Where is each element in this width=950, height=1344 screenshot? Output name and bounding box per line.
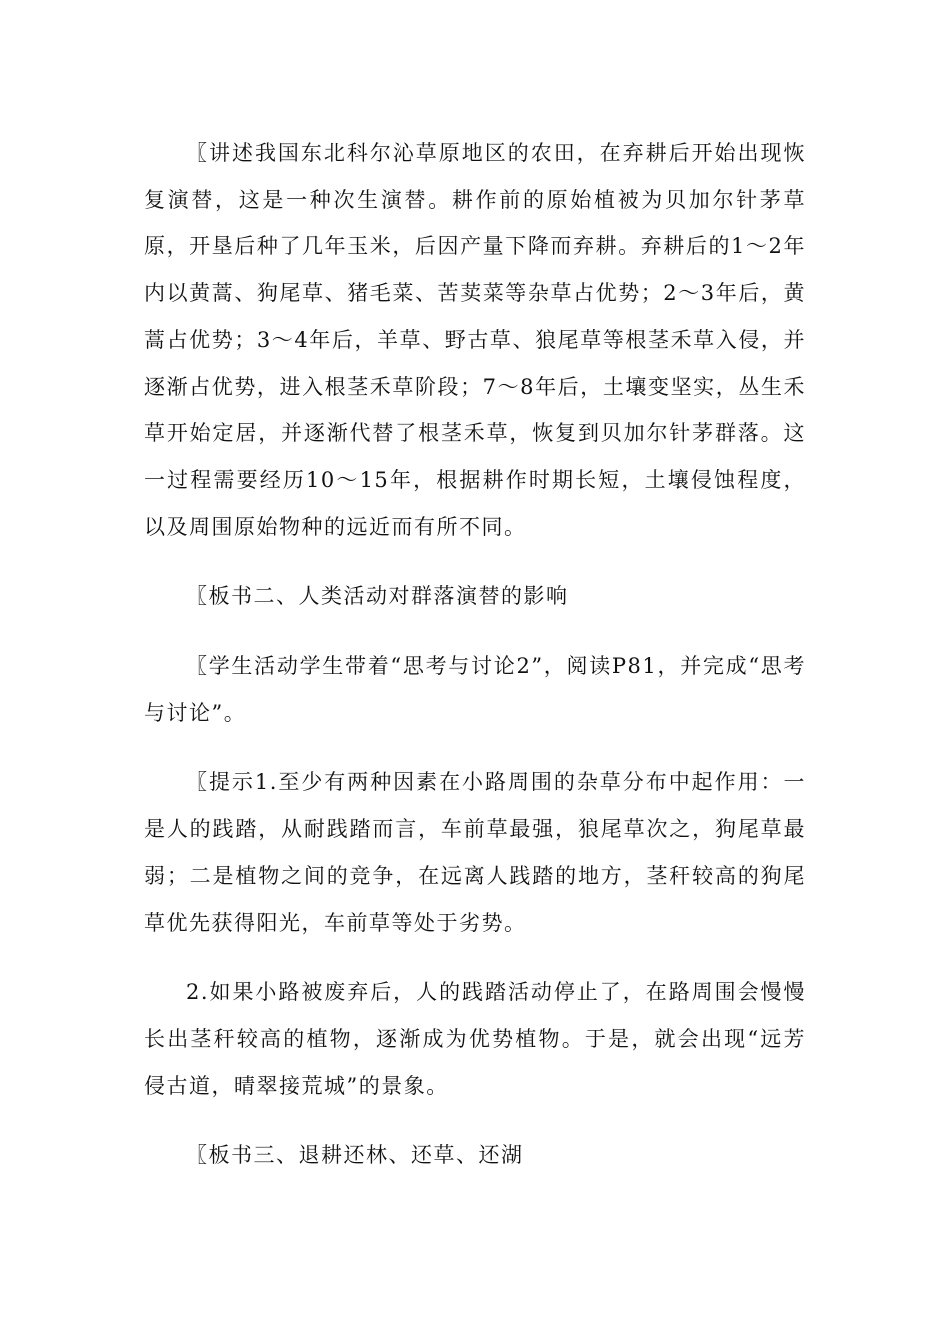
paragraph-student-activity: 〖学生活动学生带着“思考与讨论2”，阅读P81，并完成“思考与讨论”。 (144, 654, 806, 725)
paragraph-board-note-2: 〖板书二、人类活动对群落演替的影响 (186, 584, 569, 609)
paragraph-board-note-3: 〖板书三、退耕还林、还草、还湖 (186, 1143, 524, 1168)
paragraph-hint-2: 2.如果小路被废弃后，人的践踏活动停止了，在路周围会慢慢长出茎秆较高的植物，逐渐成为优势植物。于是，就会出现“远芳侵古道，晴翠接荒城”的景象。 (144, 980, 806, 1098)
document-body (144, 130, 806, 1179)
paragraph-hint-1: 〖提示1.至少有两种因素在小路周围的杂草分布中起作用：一是人的践踏，从耐践踏而言，车前草最强，狼尾草次之，狗尾草最弱；二是植物之间的竞争，在远离人践踏的地方，茎秆较高的狗尾草优先获得阳光，车前草等处于劣势。 (144, 770, 806, 935)
paragraph-lecture: 〖讲述我国东北科尔沁草原地区的农田，在弃耕后开始出现恢复演替，这是一种次生演替。耕作前的原始植被为贝加尔针茅草原，开垦后种了几年玉米，后因产量下降而弃耕。弃耕后的1～2年内以黄蒿、狗尾草、猪毛菜、苦荬菜等杂草占优势；2～3年后，黄蒿占优势；3～4年后，羊草、野古草、狼尾草等根茎禾草入侵，并逐渐占优势，进入根茎禾草阶段；7～8年后，土壤变坚实，丛生禾草开始定居，并逐渐代替了根茎禾草，恢复到贝加尔针茅群落。这一过程需要经历10～15年，根据耕作时期长短，土壤侵蚀程度，以及周围原始物种的远近而有所不同。 (144, 141, 806, 539)
